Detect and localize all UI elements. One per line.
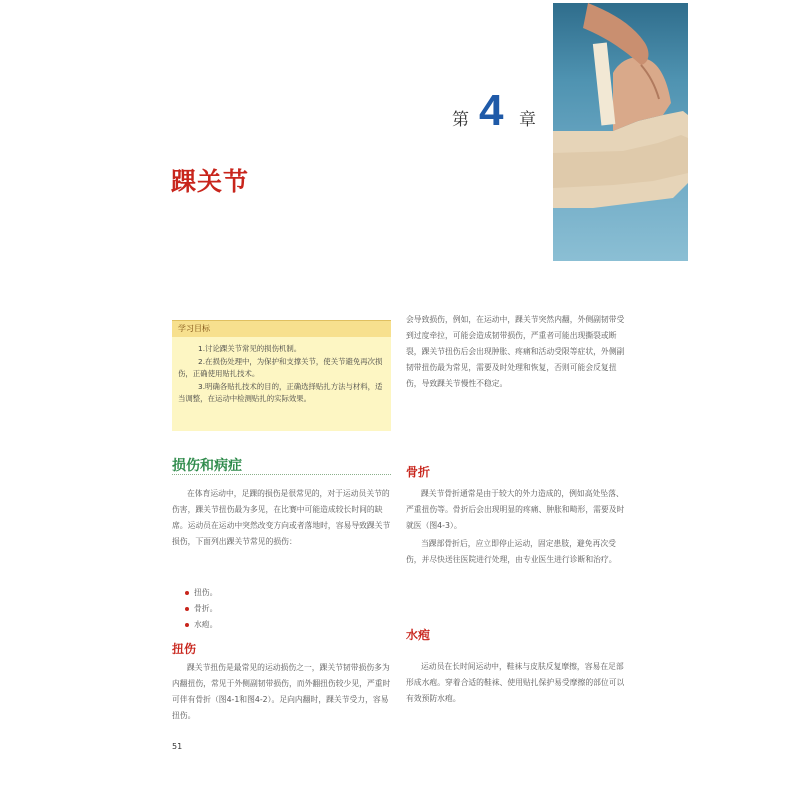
chapter-label <box>452 86 552 140</box>
learning-goals-box <box>172 320 391 431</box>
chapter-title: 踝关节 <box>171 167 250 196</box>
sprain-text: 踝关节扭伤是最常见的运动损伤之一，踝关节韧带损伤多为内翻扭伤，常见于外侧副韧带损伤，而外翻扭伤较少见，严重时可伴有骨折（图4-1和图4-2）。足向内翻时，踝关节受力，容易扭伤。 <box>172 663 391 720</box>
continued-paragraph <box>406 312 628 392</box>
section-divider <box>172 474 391 475</box>
chapter-suffix: 章 <box>519 110 536 130</box>
learning-goals-heading: 学习目标 <box>172 321 391 337</box>
blister-paragraph <box>406 659 628 707</box>
intro-text: 在体育运动中，足踝的损伤是很常见的，对于运动员关节的伤害，踝关节扭伤最为多见，在比赛中可能造成较长时间的缺席。运动员在运动中突然改变方向或者落地时，容易导致踝关节损伤，下面列出踝关节常见的损伤： <box>172 489 391 546</box>
intro-paragraph <box>172 486 391 550</box>
page-number: 51 <box>172 742 183 751</box>
blister-heading: 水疱 <box>406 628 431 642</box>
learning-goal-item: 3.明确各贴扎技术的目的，正确选择贴扎方法与材料，适当调整，在运动中检测贴扎的实际效果。 <box>178 381 383 404</box>
sprain-heading: 扭伤 <box>172 642 197 656</box>
continued-text: 会导致损伤，例如，在运动中，踝关节突然内翻，外侧副韧带受到过度牵拉，可能会造成韧带损伤，严重者可能出现撕裂或断裂，踝关节扭伤后会出现肿胀、疼痛和活动受限等症状，外侧副韧带扭伤最为常见，需要及时处理和恢复，否则可能会反复扭伤，导致踝关节慢性不稳定。 <box>406 315 625 388</box>
list-item: 水疱。 <box>185 617 217 633</box>
list-item: 骨折。 <box>185 601 217 617</box>
list-item: 扭伤。 <box>185 585 217 601</box>
fracture-text: 踝关节骨折通常是由于较大的外力造成的，例如高处坠落、严重扭伤等。骨折后会出现明显的疼痛、肿胀和畸形，需要及时就医（图4-3）。 <box>406 489 625 530</box>
learning-goal-item: 2.在损伤处理中，为保护和支撑关节，使关节避免再次损伤，正确使用贴扎技术。 <box>178 356 383 379</box>
fracture-text: 当踝部骨折后，应立即停止运动，固定患肢，避免再次受伤，并尽快送往医院进行处理，由专业医生进行诊断和治疗。 <box>406 539 617 564</box>
learning-goal-item: 1.讨论踝关节常见的损伤机制。 <box>198 344 302 353</box>
chapter-photo <box>553 3 688 261</box>
injury-list <box>185 585 217 633</box>
blister-text: 运动员在长时间运动中，鞋袜与皮肤反复摩擦，容易在足部形成水疱。穿着合适的鞋袜、使用贴扎保护易受摩擦的部位可以有效预防水疱。 <box>406 662 625 703</box>
section-heading: 损伤和病症 <box>172 458 242 474</box>
fracture-heading: 骨折 <box>406 465 431 479</box>
fracture-paragraphs <box>406 486 628 568</box>
chapter-number: 4 <box>479 86 504 135</box>
sprain-paragraph <box>172 660 391 724</box>
chapter-prefix: 第 <box>452 110 469 130</box>
